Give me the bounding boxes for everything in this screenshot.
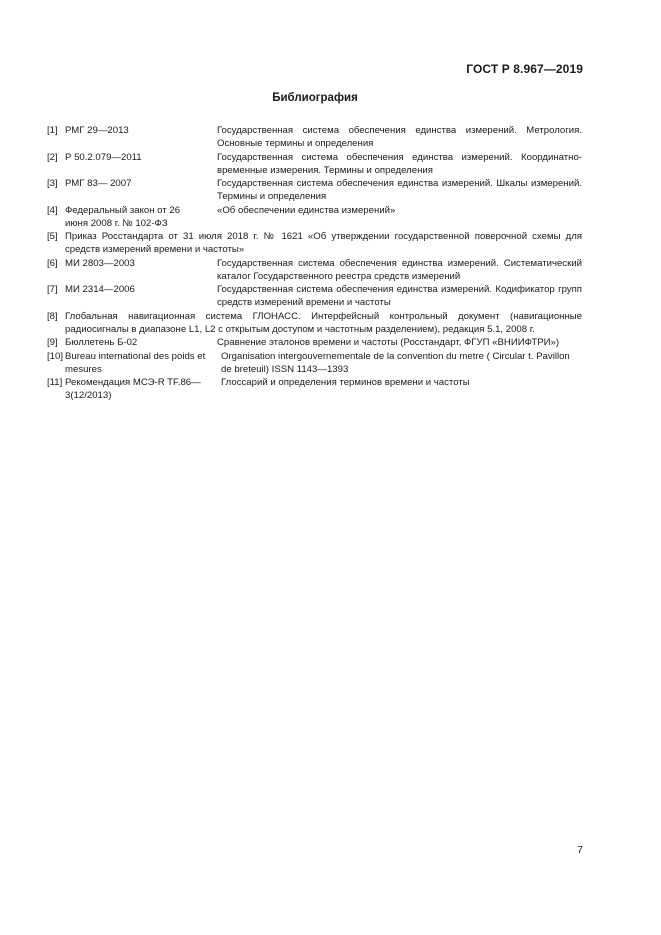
reference-description: Глоссарий и определения терминов времени и частоты	[221, 377, 470, 388]
reference-description: Государственная система обеспечения единства измерений. Метрология. Основные термины и определения	[217, 125, 582, 149]
reference-number: [5]	[47, 231, 58, 242]
reference-number: [2]	[47, 151, 58, 163]
reference-number: [10]	[47, 350, 64, 362]
reference-item	[47, 230, 582, 256]
reference-item	[47, 177, 582, 203]
reference-item	[47, 283, 582, 309]
reference-item	[47, 124, 582, 150]
page-number: 7	[577, 844, 583, 856]
reference-description: Глобальная навигационная система ГЛОНАСС. Интерфейсный контрольный документ (навигационные радиосигналы в диапазоне L1, L2 с открытым доступом и частотным разделением), редакция 5.1, 2008 г.	[65, 310, 582, 335]
reference-item	[47, 310, 582, 336]
reference-item	[47, 376, 582, 402]
bibliography-list	[47, 124, 582, 403]
reference-number: [3]	[47, 178, 58, 189]
reference-item	[47, 257, 582, 283]
reference-name: Федеральный закон от 26 июня 2008 г. № 102-ФЗ	[65, 204, 181, 229]
standard-code: ГОСТ Р 8.967—2019	[466, 62, 583, 76]
reference-name: МИ 2314—2006	[65, 284, 135, 295]
reference-number: [11]	[47, 377, 63, 388]
reference-description: Государственная система обеспечения единства измерений. Кодификатор групп средств измерений времени и частоты	[217, 284, 582, 308]
reference-name: Bureau international des poids et mesures	[65, 350, 206, 375]
reference-description: Сравнение эталонов времени и частоты (Росстандарт, ФГУП «ВНИИФТРИ»)	[217, 337, 560, 348]
reference-name: РМГ 83— 2007	[65, 178, 132, 189]
reference-number: [1]	[47, 125, 58, 136]
reference-description: Государственная система обеспечения единства измерений. Шкалы измерений. Термины и определения	[217, 178, 582, 202]
reference-name: РМГ 29—2013	[65, 125, 129, 136]
reference-description: Государственная система обеспечения единства измерений. Координатно-временные измерения. Термины и определения	[217, 151, 582, 176]
reference-number: [4]	[47, 204, 58, 216]
reference-description: Organisation intergouvernementale de la convention du metre ( Circular t. Pavillon de breteuil) ISSN 1143—1393	[221, 350, 570, 375]
reference-description: Приказ Росстандарта от 31 июля 2018 г. № 1621 «Об утверждении государственной поверочной схемы для средств измерений времени и частоты»	[65, 231, 582, 255]
reference-description: «Об обеспечении единства измерений»	[217, 204, 396, 216]
reference-item	[47, 151, 582, 177]
reference-number: [9]	[47, 337, 58, 348]
reference-name: Рекомендация МСЭ-R TF.86—3(12/2013)	[65, 377, 201, 401]
reference-number: [8]	[47, 310, 58, 322]
reference-description: Государственная система обеспечения единства измерений. Систематический каталог Государственного реестра средств измерений	[217, 257, 582, 282]
reference-number: [7]	[47, 284, 58, 295]
reference-item	[47, 204, 582, 230]
reference-name: Бюллетень Б-02	[65, 337, 138, 348]
reference-item	[47, 350, 582, 376]
reference-number: [6]	[47, 257, 58, 269]
reference-name: МИ 2803—2003	[65, 257, 135, 269]
page-title: Библиография	[272, 92, 358, 104]
reference-name: Р 50.2.079—2011	[65, 151, 142, 163]
reference-item	[47, 336, 582, 349]
